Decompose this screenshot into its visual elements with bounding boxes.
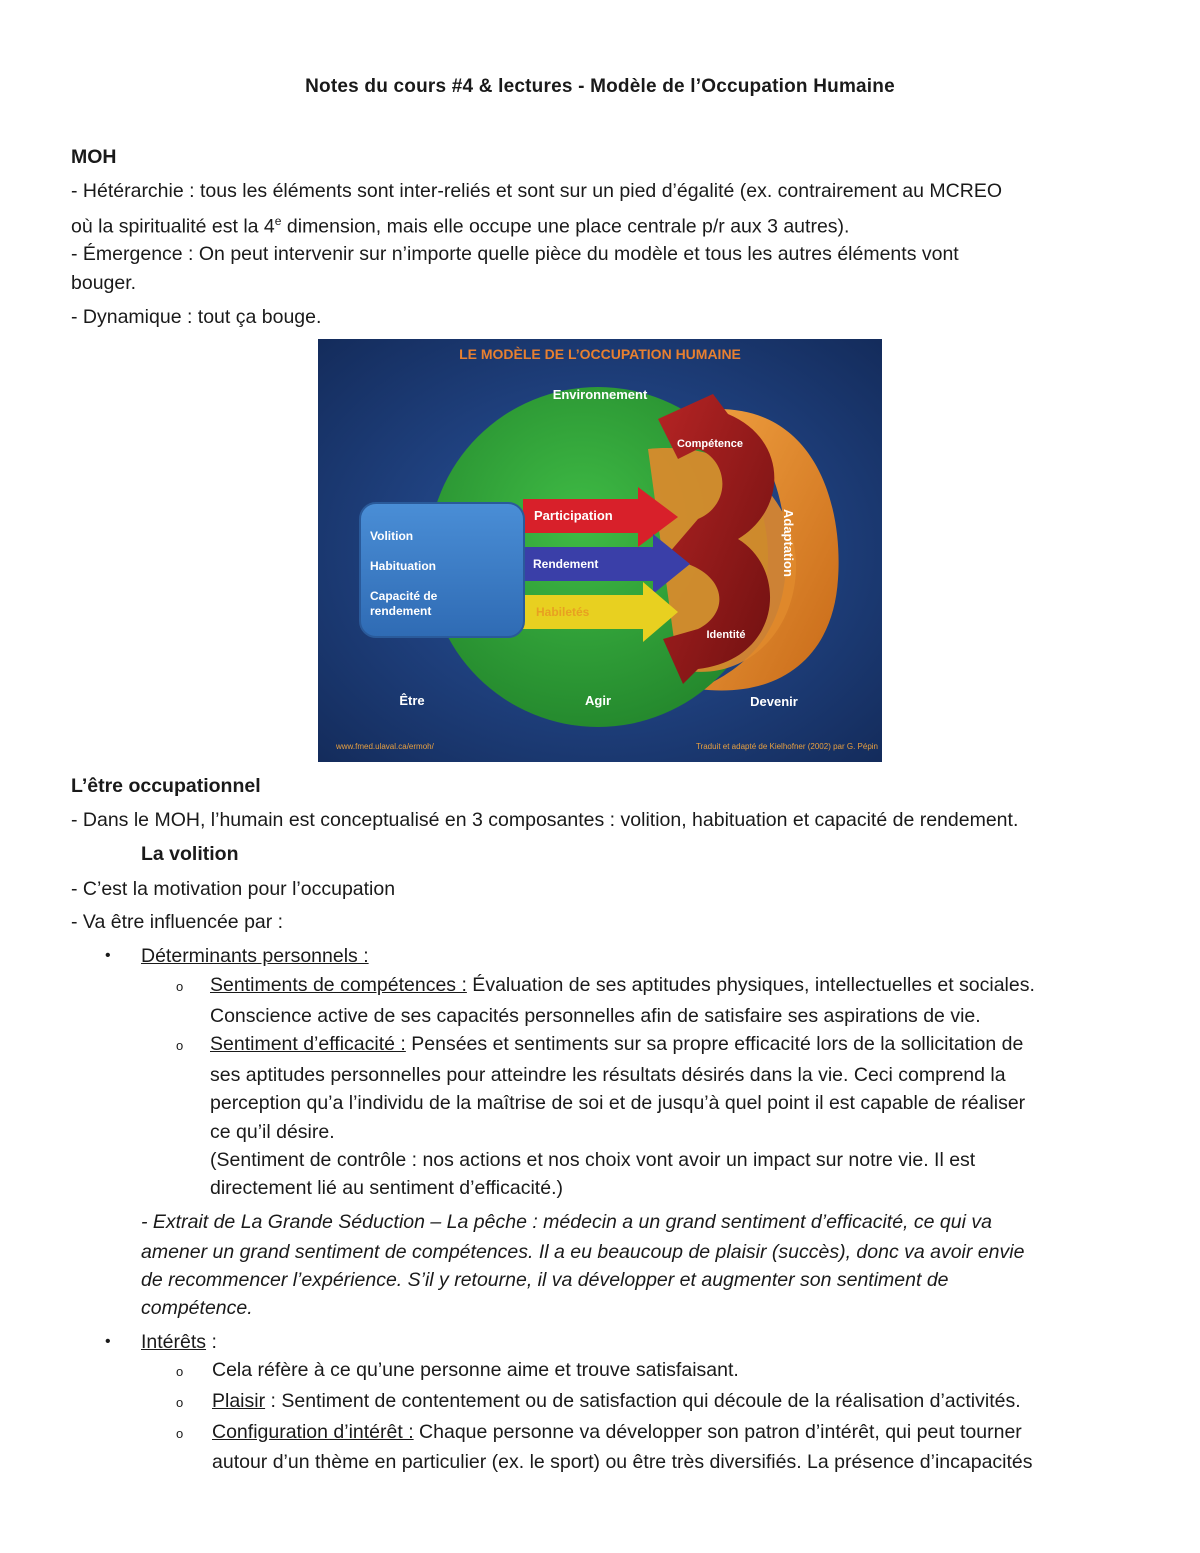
- label-participation: Participation: [534, 508, 613, 523]
- moh-diagram: [318, 339, 882, 762]
- interets-line-1: Cela réfère à ce qu’une personne aime et trouve satisfaisant.: [212, 1359, 739, 1381]
- example-line-2: amener un grand sentiment de compétences. Il a eu beaucoup de plaisir (succès), donc va avoir envie: [141, 1241, 1025, 1263]
- volition-heading: La volition: [141, 843, 239, 865]
- sentiment-efficacite-line-6: directement lié au sentiment d’efficacité.): [210, 1177, 563, 1199]
- sentiment-competences-line-2: Conscience active de ses capacités personnelles afin de satisfaire ses aspirations de vie.: [210, 1005, 981, 1027]
- label-capacite-1: Capacité de: [370, 589, 438, 603]
- label-capacite-2: rendement: [370, 604, 432, 618]
- bullet-icon: •: [105, 947, 111, 964]
- plaisir-line: Plaisir : Sentiment de contentement ou de satisfaction qui découle de la réalisation d’activités.: [212, 1390, 1021, 1412]
- moh-line-1: - Hétérarchie : tous les éléments sont inter-reliés et sont sur un pied d’égalité (ex. contrairement au MCREO: [71, 180, 1003, 202]
- label-habiletes: Habiletés: [536, 605, 590, 619]
- sentiment-efficacite-line-1: Sentiment d’efficacité : Pensées et sentiments sur sa propre efficacité lors de la sollicitation de: [210, 1033, 1024, 1055]
- sentiment-efficacite-line-5: (Sentiment de contrôle : nos actions et nos choix vont avoir un impact sur notre vie. Il est: [210, 1149, 976, 1171]
- sub-bullet-icon: o: [176, 1364, 184, 1379]
- figure-title: LE MODÈLE DE L’OCCUPATION HUMAINE: [459, 346, 741, 362]
- label-environnement: Environnement: [552, 387, 648, 402]
- sentiment-efficacite-line-4: ce qu’il désire.: [210, 1121, 335, 1143]
- sub-bullet-icon: o: [176, 1038, 184, 1053]
- configuration-line-2: autour d’un thème en particulier (ex. le sport) ou être très diversifiés. La présence d’incapacités: [212, 1451, 1033, 1473]
- configuration-line-1: Configuration d’intérêt : Chaque personne va développer son patron d’intérêt, qui peut tourner: [212, 1421, 1022, 1443]
- label-agir: Agir: [585, 693, 611, 708]
- label-adaptation: Adaptation: [781, 509, 796, 577]
- label-devenir: Devenir: [750, 694, 798, 709]
- moh-line-3: - Émergence : On peut intervenir sur n’importe quelle pièce du modèle et tous les autres éléments vont: [71, 243, 959, 265]
- sentiment-competences-line-1: Sentiments de compétences : Évaluation de ses aptitudes physiques, intellectuelles et sociales.: [210, 974, 1035, 996]
- example-line-4: compétence.: [141, 1297, 253, 1319]
- moh-heading: MOH: [71, 146, 117, 168]
- bullet-icon: •: [105, 1333, 111, 1350]
- sentiment-efficacite-line-2: ses aptitudes personnelles pour atteindre les résultats désirés dans la vie. Ceci comprend la: [210, 1064, 1006, 1086]
- interets-label: Intérêts :: [141, 1331, 217, 1353]
- figure-url: www.fmed.ulaval.ca/ermoh/: [336, 742, 434, 751]
- label-competence: Compétence: [676, 438, 744, 450]
- sentiment-efficacite-line-3: perception qu’a l’individu de la maîtrise de soi et de jusqu’à quel point il est capable de réaliser: [210, 1092, 1026, 1114]
- label-habituation: Habituation: [370, 559, 436, 573]
- sub-bullet-icon: o: [176, 979, 184, 994]
- label-etre: Être: [399, 693, 425, 708]
- volition-line-2: - Va être influencée par :: [71, 911, 284, 933]
- document-title: Notes du cours #4 & lectures - Modèle de l’Occupation Humaine: [305, 76, 895, 97]
- example-line-3: de recommencer l’expérience. S’il y retourne, il va développer et augmenter son sentiment de: [141, 1269, 949, 1291]
- determinants-label: Déterminants personnels :: [141, 945, 369, 967]
- label-volition: Volition: [370, 529, 414, 543]
- label-rendement: Rendement: [533, 557, 599, 571]
- sub-bullet-icon: o: [176, 1426, 184, 1441]
- moh-line-4: bouger.: [71, 272, 137, 294]
- label-identite: Identité: [706, 629, 746, 641]
- volition-line-1: - C’est la motivation pour l’occupation: [71, 878, 396, 900]
- example-line-1: - Extrait de La Grande Séduction – La pêche : médecin a un grand sentiment d’efficacité, ce qui va: [141, 1211, 992, 1233]
- moh-line-5: - Dynamique : tout ça bouge.: [71, 306, 322, 328]
- etre-heading: L’être occupationnel: [71, 775, 261, 797]
- moh-line-2: où la spiritualité est la 4e dimension, mais elle occupe une place centrale p/r aux 3 autres).: [71, 214, 850, 238]
- figure-credit: Traduit et adapté de Kielhofner (2002) par G. Pépin: [695, 742, 878, 751]
- etre-line-1: - Dans le MOH, l’humain est conceptualisé en 3 composantes : volition, habituation et capacité de rendement.: [71, 809, 1019, 831]
- sub-bullet-icon: o: [176, 1395, 184, 1410]
